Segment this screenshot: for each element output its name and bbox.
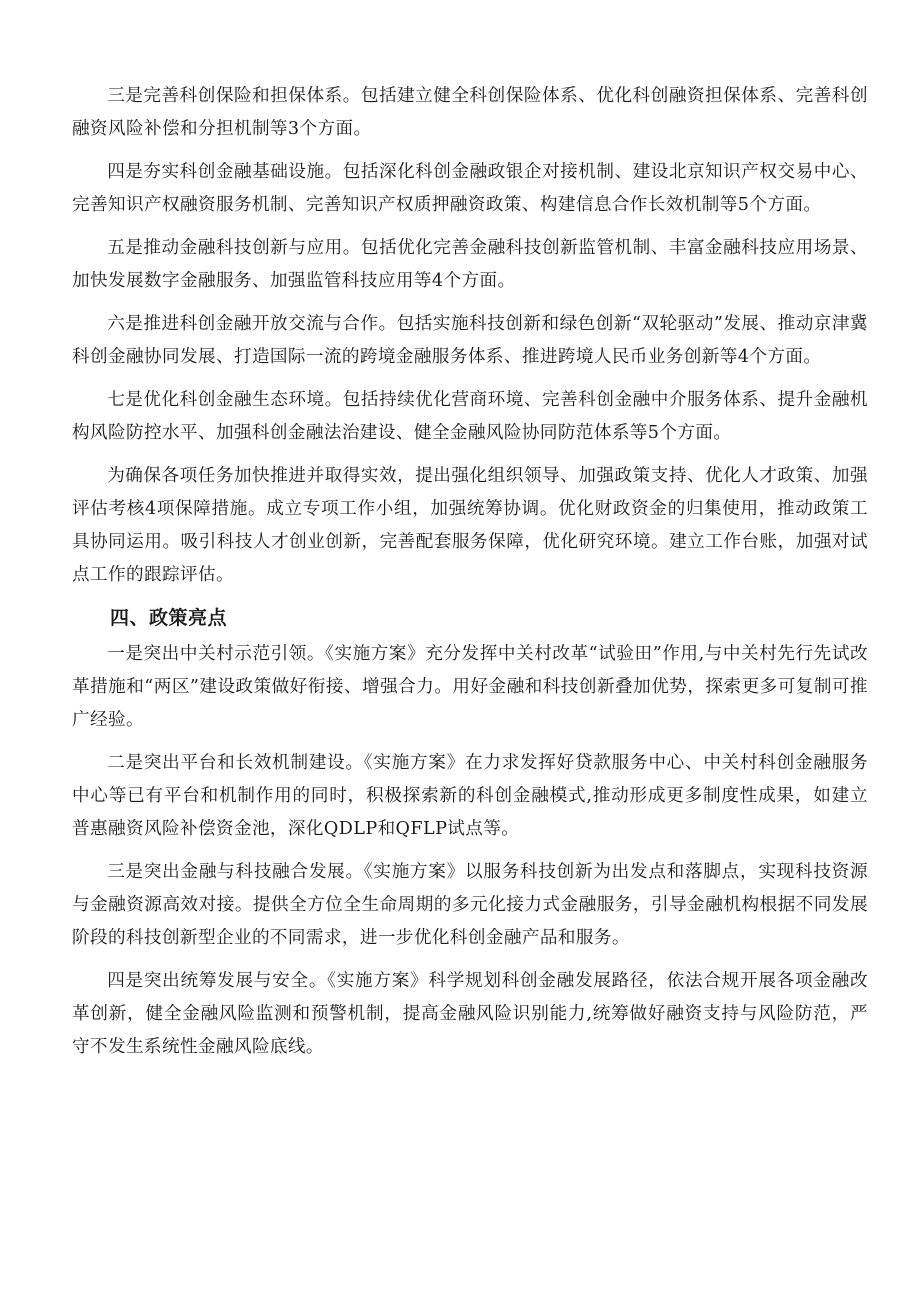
paragraph-six: 六是推进科创金融开放交流与合作。包括实施科技创新和绿色创新“双轮驱动”发展、推动京津冀科创金融协同发展、打造国际一流的跨境金融服务体系、推进跨境人民币业务创新等4个方面。: [72, 314, 868, 367]
paragraph-safeguards: 为确保各项任务加快推进并取得实效，提出强化组织领导、加强政策支持、优化人才政策、加强评估考核4项保障措施。成立专项工作小组，加强统筹协调。优化财政资金的归集使用，推动政策工具协同运用。吸引科技人才创业创新，完善配套服务保障，优化研究环境。建立工作台账，加强对试点工作的跟踪评估。: [72, 466, 868, 585]
highlight-one: 一是突出中关村示范引领。《实施方案》充分发挥中关村改革“试验田”作用,与中关村先行先试改革措施和“两区”建设政策做好衔接、增强合力。用好金融和科技创新叠加优势，探索更多可复制可推广经验。: [72, 644, 868, 730]
paragraph-seven: 七是优化科创金融生态环境。包括持续优化营商环境、完善科创金融中介服务体系、提升金融机构风险防控水平、加强科创金融法治建设、健全金融风险协同防范体系等5个方面。: [72, 390, 868, 443]
paragraph-four: 四是夯实科创金融基础设施。包括深化科创金融政银企对接机制、建设北京知识产权交易中心、完善知识产权融资服务机制、完善知识产权质押融资政策、构建信息合作长效机制等5个方面。: [72, 162, 868, 215]
highlight-two: 二是突出平台和长效机制建设。《实施方案》在力求发挥好贷款服务中心、中关村科创金融服务中心等已有平台和机制作用的同时，积极探索新的科创金融模式,推动形成更多制度性成果，如建立普惠融资风险补偿资金池，深化QDLP和QFLP试点等。: [72, 753, 868, 839]
document-page: [72, 80, 868, 1074]
highlight-three: 三是突出金融与科技融合发展。《实施方案》以服务科技创新为出发点和落脚点，实现科技资源与金融资源高效对接。提供全方位全生命周期的多元化接力式金融服务，引导金融机构根据不同发展阶段的科技创新型企业的不同需求，进一步优化科创金融产品和服务。: [72, 862, 868, 948]
paragraph-five: 五是推动金融科技创新与应用。包括优化完善金融科技创新监管机制、丰富金融科技应用场景、加快发展数字金融服务、加强监管科技应用等4个方面。: [72, 238, 868, 291]
section-heading: 四、政策亮点: [110, 607, 228, 629]
highlight-four: 四是突出统筹发展与安全。《实施方案》科学规划科创金融发展路径，依法合规开展各项金融改革创新，健全金融风险监测和预警机制，提高金融风险识别能力,统筹做好融资支持与风险防范，严守不发生系统性金融风险底线。: [72, 971, 868, 1057]
paragraph-three: 三是完善科创保险和担保体系。包括建立健全科创保险体系、优化科创融资担保体系、完善科创融资风险补偿和分担机制等3个方面。: [72, 86, 868, 139]
